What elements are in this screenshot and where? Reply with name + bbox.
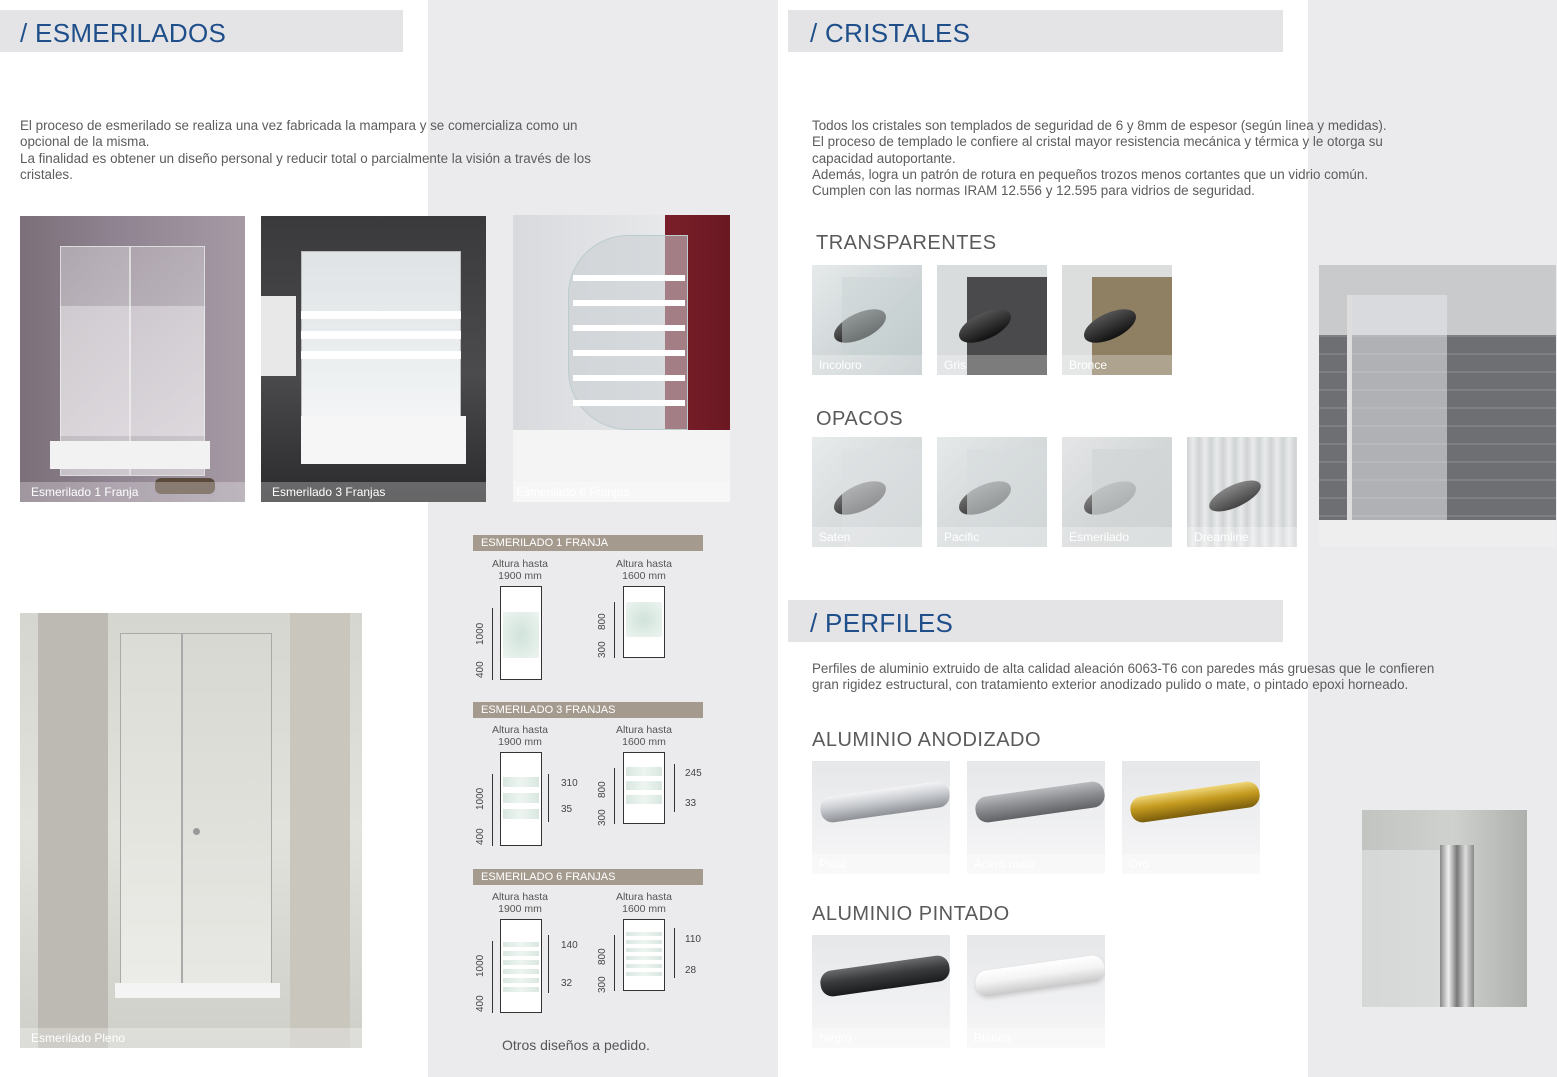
photo-caption: Esmerilado 6 Franjas [513,482,730,502]
frosted-stripe [626,767,662,776]
swatch-label: Gris [937,355,1047,375]
frosted-band [573,275,685,281]
frosted-stripe [503,960,539,965]
wall-column [290,613,350,1048]
paragraph-line: Además, logra un patrón de rotura en pequeños trozos menos cortantes que un vidrio común. [812,166,1369,182]
side-dimension: 33 [685,798,697,809]
dimension-1000: 1000 [475,622,486,645]
dimension-800: 800 [597,781,608,798]
height-label: Altura hasta 1900 mm [491,891,549,915]
perfiles-title: / PERFILES [810,608,954,638]
swatch-label: Pacific [937,527,1047,547]
shower-door [182,633,272,993]
frosted-stripe [503,793,539,803]
dimension-400: 400 [475,828,486,845]
frosted-stripe [503,777,539,787]
photo-caption: Esmerilado Pleno [20,1028,362,1048]
paragraph-line: opcional de la misma. [20,134,150,150]
frosted-stripe [503,969,539,974]
frosted-band [573,350,685,356]
profile-bar [974,954,1105,998]
dimension-line [614,768,615,824]
glass-diagram-1600 [623,752,665,824]
swatch-label: Esmerilado [1062,527,1172,547]
frosted-stripe [626,932,662,936]
frosted-stripe [503,809,539,819]
opacos-heading: OPACOS [816,408,904,430]
swatch-bronce [1062,265,1172,375]
swatch-pacific [937,437,1047,547]
paragraph-line: Cumplen con las normas IRAM 12.556 y 12.595 para vidrios de seguridad. [812,183,1255,199]
shower-tray [50,441,210,469]
anodizado-heading: ALUMINIO ANODIZADO [812,729,1042,751]
swatch-label: Plata [812,854,950,874]
swatch-plata [812,761,950,874]
dimension-line [674,764,675,812]
frosted-band [573,325,685,331]
dimension-line [674,928,675,978]
profile-bar [819,780,950,824]
side-dimension: 35 [561,804,573,815]
paragraph-line: gran rigidez estructural, con tratamiento exterior anodizado pulido o mate, o pintado epoxi horneado. [812,677,1409,693]
frosted-stripe [503,951,539,956]
side-dimension: 110 [685,934,701,945]
shower-door [120,633,182,993]
wall-column [38,613,108,1048]
side-dimension: 245 [685,768,702,779]
frosted-band [301,311,461,319]
shower-head-icon [1205,474,1265,518]
side-dimension: 140 [561,940,578,951]
frosted-stripe [626,795,662,804]
swatch-gris [937,265,1047,375]
glass-diagram-1600 [623,919,665,991]
frosted-stripe [626,781,662,790]
otros-disenos-note: Otros diseños a pedido. [502,1037,650,1053]
glass-pane [1347,295,1447,530]
photo-esmerilado-3-franjas [261,216,486,502]
frosted-band [573,400,685,406]
cristales-title: / CRISTALES [810,18,971,48]
paragraph-line: El proceso de esmerilado se realiza una vez fabricada la mampara y se comercializa como un [20,118,578,133]
profile-bar [974,780,1105,824]
glass-pane [842,277,922,355]
swatch-incoloro [812,265,922,375]
swatch-blanco [967,935,1105,1048]
photo-caption: Esmerilado 1 Franja [20,482,245,502]
dimension-1000: 1000 [475,954,486,977]
swatch-label: Negro [812,1028,950,1048]
dimension-300: 300 [597,641,608,658]
paragraph-line: cristales. [20,166,73,182]
dimension-line [614,602,615,658]
dimension-line [492,608,493,680]
swatch-label: Incoloro [812,355,922,375]
frosted-stripe [626,972,662,976]
door-handle [193,828,200,835]
frosted-stripe [626,940,662,944]
paragraph-line: El proceso de templado le confiere al cristal mayor resistencia mecánica y térmica y le otorga su [812,134,1383,150]
glass-pane [1362,850,1440,1007]
pintado-heading: ALUMINIO PINTADO [812,903,1010,925]
profile-frame [1440,845,1474,1007]
cristales-paragraph [812,118,1387,199]
height-label: Altura hasta 1900 mm [491,558,549,582]
shower-tray [115,983,280,998]
perfiles-paragraph [812,661,1434,694]
swatch-oro [1122,761,1260,874]
bathtub [301,416,466,464]
swatch-acero-mate [967,761,1105,874]
profile-bar [819,954,950,998]
swatch-label: Acero mate [967,854,1105,874]
frosted-band [301,331,461,339]
swatch-negro [812,935,950,1048]
photo-perfiles-detail [1362,810,1527,1007]
dimension-300: 300 [597,809,608,826]
height-label: Altura hasta 1600 mm [615,724,673,748]
paragraph-line: capacidad autoportante. [812,150,956,166]
frosted-stripe [503,987,539,992]
frosted-band [573,300,685,306]
glass-diagram-1600 [623,586,665,658]
glass-diagram-1900 [500,752,542,846]
swatch-dreamline [1187,437,1297,547]
diagram-title-bar: ESMERILADO 1 FRANJA [473,535,703,551]
glass-diagram-1900 [500,586,542,680]
swatch-esmerilado [1062,437,1172,547]
swatch-label: Blanco [967,1028,1105,1048]
dimension-400: 400 [475,995,486,1012]
bathtub [1319,520,1556,547]
height-label: Altura hasta 1600 mm [615,891,673,915]
dimension-line [614,935,615,991]
height-label: Altura hasta 1600 mm [615,558,673,582]
dimension-line [492,941,493,1013]
side-dimension: 28 [685,965,697,976]
paragraph-line: Perfiles de aluminio extruido de alta calidad aleación 6063-T6 con paredes más gruesas que le confieren [812,661,1435,676]
dimension-line [492,774,493,846]
swatch-label: Oro [1122,854,1260,874]
paragraph-line: Todos los cristales son templados de seguridad de 6 y 8mm de espesor (según linea y medidas). [812,118,1387,133]
frosted-stripe [626,956,662,960]
swatch-saten [812,437,922,547]
frosted-stripe [626,948,662,952]
frosted-stripe [626,602,662,637]
swatch-label: Saten [812,527,922,547]
dimension-800: 800 [597,613,608,630]
height-label: Altura hasta 1900 mm [491,724,549,748]
transparentes-heading: TRANSPARENTES [816,232,997,254]
esmerilados-paragraph [20,118,591,183]
dimension-1000: 1000 [475,787,486,810]
wall-panel [261,296,296,376]
swatch-label: Dreamline [1187,527,1297,547]
paragraph-line: La finalidad es obtener un diseño personal y reducir total o parcialmente la visión a través de los [20,150,591,166]
profile-bar [1129,780,1260,824]
diagram-title-bar: ESMERILADO 6 FRANJAS [473,869,703,885]
dimension-line [548,774,549,822]
esmerilados-title: / ESMERILADOS [20,18,227,48]
dimension-400: 400 [475,661,486,678]
frosted-band [573,375,685,381]
photo-esmerilado-1-franja [20,216,245,502]
photo-esmerilado-6-franjas [513,215,730,502]
side-dimension: 310 [561,778,578,789]
diagram-title-bar: ESMERILADO 3 FRANJAS [473,702,703,718]
frosted-band [60,306,205,436]
frosted-stripe [503,978,539,983]
dimension-line [548,935,549,993]
dimension-300: 300 [597,976,608,993]
photo-esmerilado-pleno [20,613,362,1048]
swatch-label: Bronce [1062,355,1172,375]
side-dimension: 32 [561,978,573,989]
dimension-800: 800 [597,948,608,965]
photo-caption: Esmerilado 3 Franjas [261,482,486,502]
photo-cristales-shower [1319,265,1556,547]
frosted-stripe [626,964,662,968]
frosted-band [301,351,461,359]
frosted-stripe [503,942,539,947]
glass-diagram-1900 [500,919,542,1013]
frosted-stripe [503,612,539,658]
